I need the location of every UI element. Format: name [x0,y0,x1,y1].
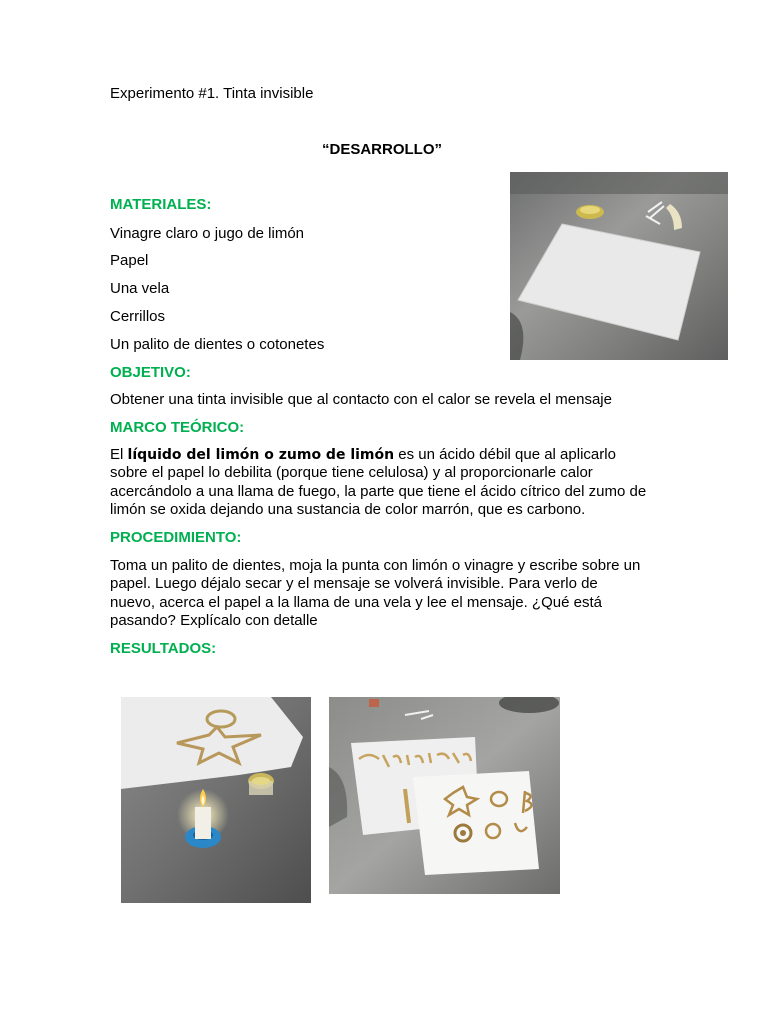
material-item: Un palito de dientes o cotonetes [110,336,325,353]
objetivo-heading: OBJETIVO: [110,364,191,381]
material-item: Papel [110,252,149,269]
marco-teorico-text [110,446,655,519]
materiales-heading: MATERIALES: [110,196,212,213]
procedimiento-text: Toma un palito de dientes, moja la punta con limón o vinagre y escribe sobre un papel. Luego déjalo secar y el mensaje se volverá invisible. Para verlo de nuevo, acerca el papel a la llama de una vela y lee el mensaje. ¿Qué está pasando? Explícalo con detalle [110,557,641,629]
candle-result-photo [121,697,311,903]
objetivo-text: Obtener una tinta invisible que al contacto con el calor se revela el mensaje [110,391,612,408]
material-item: Cerrillos [110,308,166,325]
marco-rest: es un ácido débil que al aplicarlo sobre el papel lo debilita (porque tiene celulosa) y al proporcionarle calor acercándolo a una llama de fuego, la parte que tiene el ácido cítrico del zumo de limón se oxida dejando una sustancia de color marrón, que es carbono. [110,446,647,518]
material-item: Una vela [110,280,170,297]
material-item: Vinagre claro o jugo de limón [110,225,305,242]
resultados-heading: RESULTADOS: [110,640,217,657]
marco-teorico-heading: MARCO TEÓRICO: [110,419,245,436]
marco-prefix: El [110,446,128,463]
materials-photo [510,172,728,360]
revealed-writing-photo [329,697,560,894]
document-title: Experimento #1. Tinta invisible [110,85,314,102]
procedimiento-heading: PROCEDIMIENTO: [110,529,242,546]
marco-bold-term: líquido del limón o zumo de limón [127,447,395,463]
section-title: “DESARROLLO” [322,141,442,158]
